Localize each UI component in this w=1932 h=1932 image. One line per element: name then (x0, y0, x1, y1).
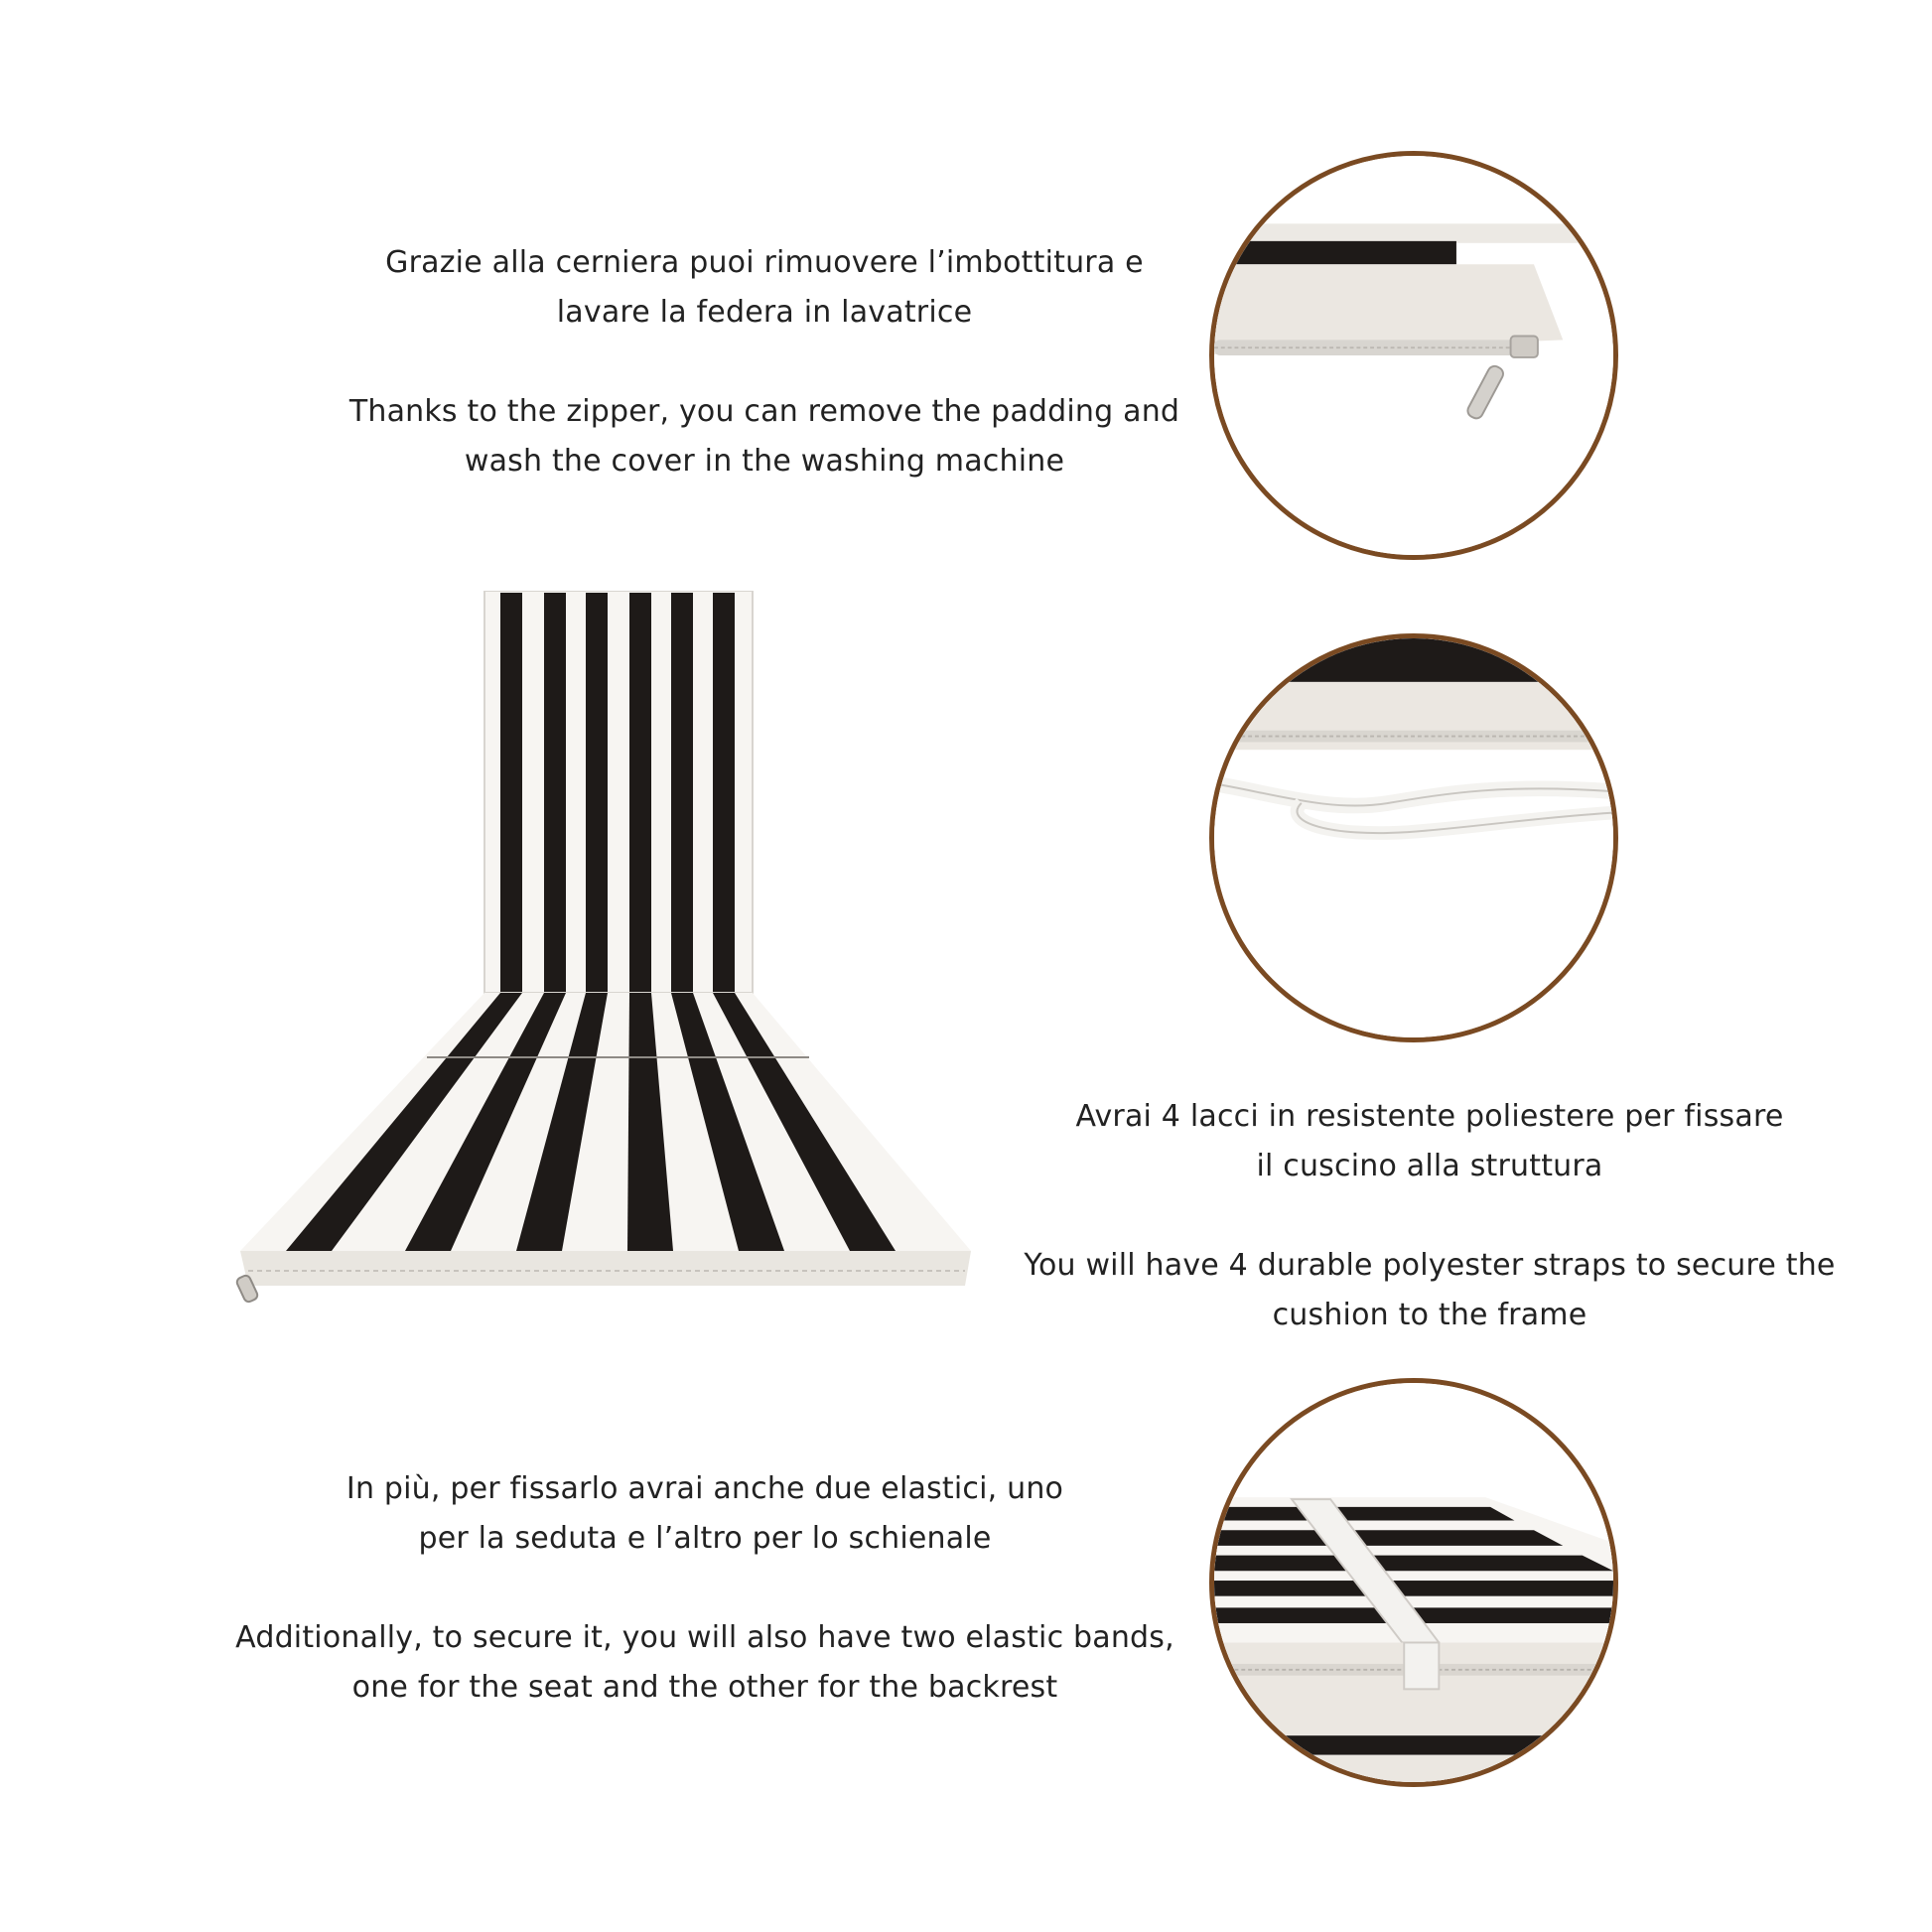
elastic-detail-photo (1209, 1378, 1618, 1787)
cushion-product-image (228, 591, 983, 1306)
zipper-text-en-line2: wash the cover in the washing machine (464, 444, 1065, 479)
zipper-text-en-line1: Thanks to the zipper, you can remove the padding and (348, 394, 1180, 429)
straps-text-en-line2: cushion to the frame (1272, 1298, 1587, 1332)
straps-text-en-line1: You will have 4 durable polyester straps to secure the (1024, 1248, 1836, 1283)
straps-text-it-line1: Avrai 4 lacci in resistente poliestere per fissare (1075, 1099, 1784, 1134)
elastic-text-it-line1: In più, per fissarlo avrai anche due elastici, uno (345, 1471, 1064, 1506)
elastic-closeup-illustration (1214, 1383, 1613, 1782)
zipper-closeup-illustration (1214, 156, 1613, 555)
striped-lounger-cushion-illustration (228, 591, 983, 1306)
straps-description (993, 1092, 1866, 1340)
straps-text-it-line2: il cuscino alla struttura (1256, 1149, 1603, 1183)
straps-closeup-illustration (1214, 638, 1613, 1037)
elastic-text-en-line1: Additionally, to secure it, you will also have two elastic bands, (235, 1620, 1174, 1655)
zipper-text-it-line2: lavare la federa in lavatrice (556, 295, 973, 330)
zipper-detail-photo (1209, 151, 1618, 560)
zipper-description (328, 238, 1201, 486)
elastic-description (218, 1464, 1191, 1713)
zipper-text-it-line1: Grazie alla cerniera puoi rimuovere l’imbottitura e (385, 245, 1144, 280)
elastic-text-it-line2: per la seduta e l’altro per lo schienale (418, 1521, 992, 1556)
straps-detail-photo (1209, 633, 1618, 1042)
elastic-text-en-line2: one for the seat and the other for the backrest (351, 1670, 1058, 1705)
